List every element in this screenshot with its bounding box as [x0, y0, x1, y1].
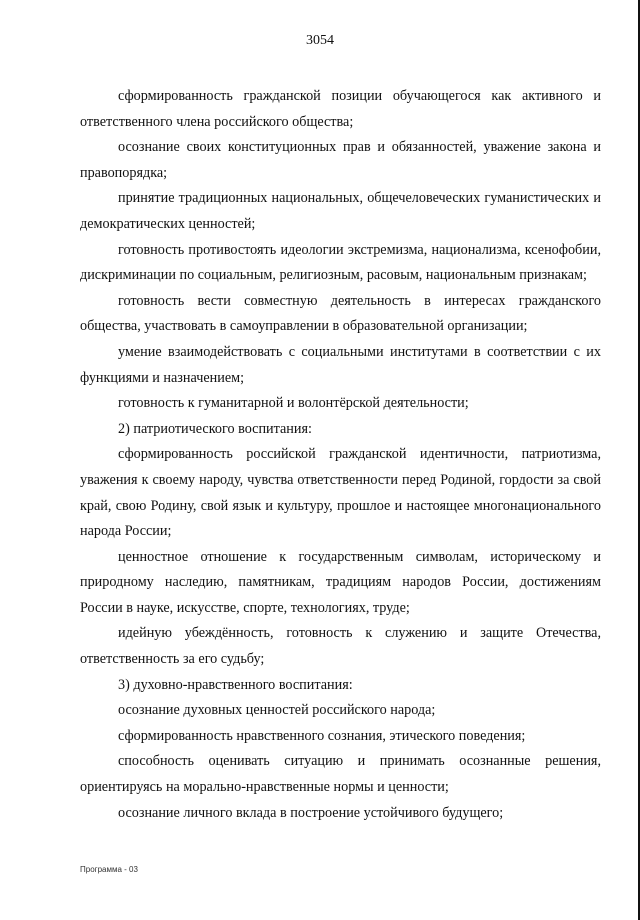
paragraph: готовность противостоять идеологии экстремизма, национализма, ксенофобии, дискриминации по социальным, религиозным, расовым, национальным признакам; [80, 241, 601, 284]
page-number: 3054 [306, 33, 334, 48]
paragraph: идейную убеждённость, готовность к служению и защите Отечества, ответственность за его судьбу; [80, 625, 601, 668]
document-body [80, 84, 601, 826]
section-heading: 3) духовно-нравственного воспитания: [118, 676, 353, 693]
paragraph: способность оценивать ситуацию и принимать осознанные решения, ориентируясь на морально-нравственные нормы и ценности; [80, 753, 601, 796]
paragraph: сформированность нравственного сознания, этического поведения; [118, 727, 526, 744]
paragraph: готовность к гуманитарной и волонтёрской деятельности; [118, 395, 469, 412]
paragraph: сформированность гражданской позиции обучающегося как активного и ответственного члена российского общества; [80, 88, 601, 130]
paragraph: осознание своих конституционных прав и обязанностей, уважение закона и правопорядка; [80, 139, 601, 181]
paragraph: умение взаимодействовать с социальными институтами в соответствии с их функциями и назначением; [80, 343, 601, 386]
paragraph: осознание духовных ценностей российского народа; [118, 702, 436, 719]
paragraph: сформированность российской гражданской идентичности, патриотизма, уважения к своему народу, чувства ответственности перед Родиной, гордости за свой край, свою Родину, свой язык и культуру, прошлое и настоящее многонационального народа России; [80, 446, 601, 540]
paragraph: осознание личного вклада в построение устойчивого будущего; [118, 804, 504, 821]
footer-label: Программа - 03 [80, 865, 138, 874]
paragraph: ценностное отношение к государственным символам, историческому и природному наследию, памятникам, традициям народов России, достижениям России в науке, искусстве, спорте, технологиях, труде; [80, 548, 601, 616]
section-heading: 2) патриотического воспитания: [118, 420, 312, 437]
paragraph: принятие традиционных национальных, общечеловеческих гуманистических и демократических ценностей; [80, 190, 601, 232]
paragraph: готовность вести совместную деятельность в интересах гражданского общества, участвовать в самоуправлении в образовательной организации; [80, 292, 601, 335]
